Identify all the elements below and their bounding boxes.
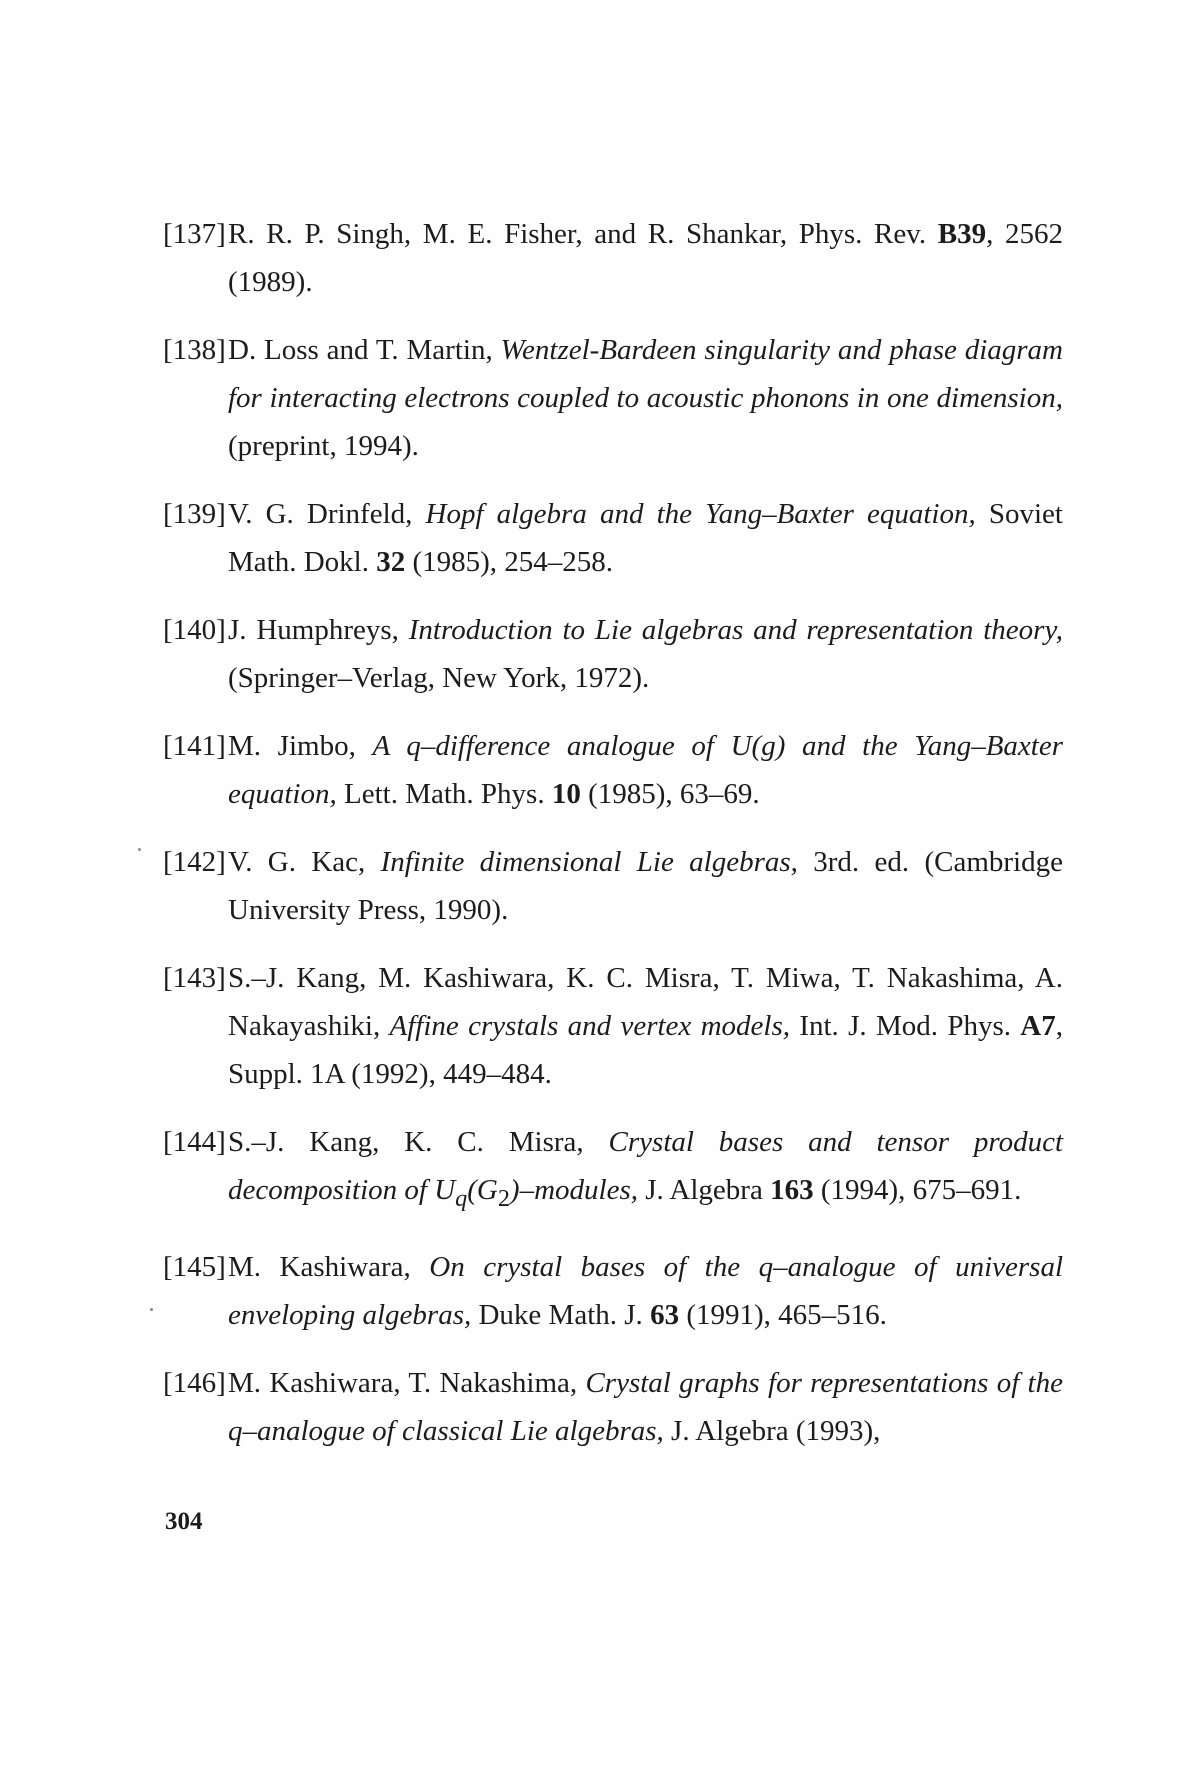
reference-text-run: (1985), 254–258. — [405, 546, 614, 578]
reference-entry — [163, 838, 1063, 934]
reference-title: Wentzel-Bardeen singularity and phase diagram for interacting electrons coupled to acoustic phonons in one dimension, — [228, 334, 1063, 414]
reference-number: [137] — [163, 218, 226, 250]
reference-volume: 32 — [376, 546, 406, 578]
reference-entry — [163, 606, 1063, 702]
reference-number: [142] — [163, 846, 226, 878]
reference-text-run: (preprint, 1994). — [228, 430, 419, 462]
reference-volume: B39 — [937, 218, 987, 250]
reference-text-run: M. Kashiwara, — [228, 1250, 430, 1283]
reference-number: [138] — [163, 334, 226, 366]
reference-text — [228, 326, 1063, 470]
reference-title: Affine crystals and vertex models, — [389, 1010, 791, 1042]
reference-text-run: V. G. Kac, — [228, 846, 381, 878]
reference-text-run: (1991), 465–516. — [679, 1298, 887, 1331]
reference-text — [228, 210, 1063, 306]
reference-text-run: J. Humphreys, — [228, 614, 409, 646]
reference-list — [163, 210, 1063, 1475]
reference-title: On crystal bases of the q–analogue of universal enveloping algebras, — [228, 1250, 1063, 1331]
reference-text — [228, 490, 1063, 586]
reference-text-run: (1994), 675–691. — [813, 1174, 1022, 1206]
reference-text-run: , 2562 (1989). — [228, 218, 1064, 298]
math-subscript: q — [455, 1184, 468, 1212]
reference-entry — [163, 326, 1063, 470]
reference-text — [228, 722, 1063, 818]
reference-number: [145] — [163, 1250, 226, 1283]
reference-text-run: D. Loss and T. Martin, — [228, 334, 501, 366]
reference-text-run: V. G. Drinfeld, — [228, 498, 426, 530]
reference-text — [228, 838, 1063, 934]
math-subscript: 2 — [497, 1184, 510, 1212]
reference-text-run: (Springer–Verlag, New York, 1972). — [228, 662, 650, 694]
reference-title: Infinite dimensional Lie algebras, — [380, 846, 798, 878]
reference-title: Crystal bases and tensor product decomposition of U — [228, 1126, 1063, 1206]
reference-text-run: 3rd. ed. (Cambridge University Press, 1990). — [228, 846, 1063, 926]
reference-text-run: , Suppl. 1A (1992), 449–484. — [228, 1010, 1063, 1090]
reference-entry — [163, 210, 1063, 306]
reference-text — [228, 606, 1063, 702]
page-number: 304 — [165, 1508, 203, 1535]
reference-text-run: R. R. P. Singh, M. E. Fisher, and R. Shankar, Phys. Rev. — [228, 218, 938, 250]
scan-speck — [138, 848, 141, 851]
reference-number: [144] — [163, 1126, 226, 1158]
reference-title: A q–difference analogue of U(g) and the Yang–Baxter equation, — [228, 730, 1064, 810]
reference-entry — [163, 722, 1063, 818]
reference-text-run: J. Algebra — [638, 1174, 771, 1206]
reference-text-run: Lett. Math. Phys. — [336, 778, 552, 810]
reference-text — [228, 1243, 1063, 1339]
reference-text-run: S.–J. Kang, M. Kashiwara, K. C. Misra, T. Miwa, T. Nakashima, A. Nakayashiki, — [228, 962, 1063, 1042]
reference-text — [228, 954, 1063, 1098]
reference-volume: 10 — [551, 778, 581, 810]
reference-number: [146] — [163, 1366, 226, 1399]
reference-number: [140] — [163, 614, 226, 646]
reference-entry — [163, 1118, 1063, 1223]
reference-text-run: Duke Math. J. — [471, 1298, 651, 1331]
reference-number: [141] — [163, 730, 226, 762]
reference-entry — [163, 490, 1063, 586]
reference-entry — [163, 1243, 1063, 1339]
reference-entry — [163, 1359, 1063, 1455]
reference-text-run: Soviet Math. Dokl. — [228, 498, 1063, 578]
reference-text — [228, 1359, 1063, 1455]
reference-title: )–modules, — [509, 1174, 638, 1206]
reference-title: (G — [467, 1174, 498, 1206]
reference-text-run: Int. J. Mod. Phys. — [790, 1010, 1021, 1042]
reference-title: Hopf algebra and the Yang–Baxter equation, — [425, 498, 976, 530]
reference-number: [143] — [163, 962, 226, 994]
reference-text-run: S.–J. Kang, K. C. Misra, — [228, 1126, 609, 1158]
reference-volume: 163 — [770, 1174, 814, 1206]
scan-speck — [150, 1308, 153, 1311]
reference-text-run: M. Kashiwara, T. Nakashima, — [228, 1366, 586, 1399]
reference-title: Introduction to Lie algebras and representation theory, — [408, 614, 1063, 646]
reference-text-run: (1985), 63–69. — [580, 778, 760, 810]
reference-text-run: J. Algebra (1993), — [663, 1414, 881, 1447]
reference-volume: A7 — [1020, 1010, 1056, 1042]
reference-title: Crystal graphs for representations of the q–analogue of classical Lie algebras, — [228, 1366, 1063, 1447]
reference-text — [228, 1118, 1063, 1223]
reference-text-run: M. Jimbo, — [228, 730, 373, 762]
reference-entry — [163, 954, 1063, 1098]
reference-volume: 63 — [650, 1298, 680, 1331]
reference-number: [139] — [163, 498, 226, 530]
